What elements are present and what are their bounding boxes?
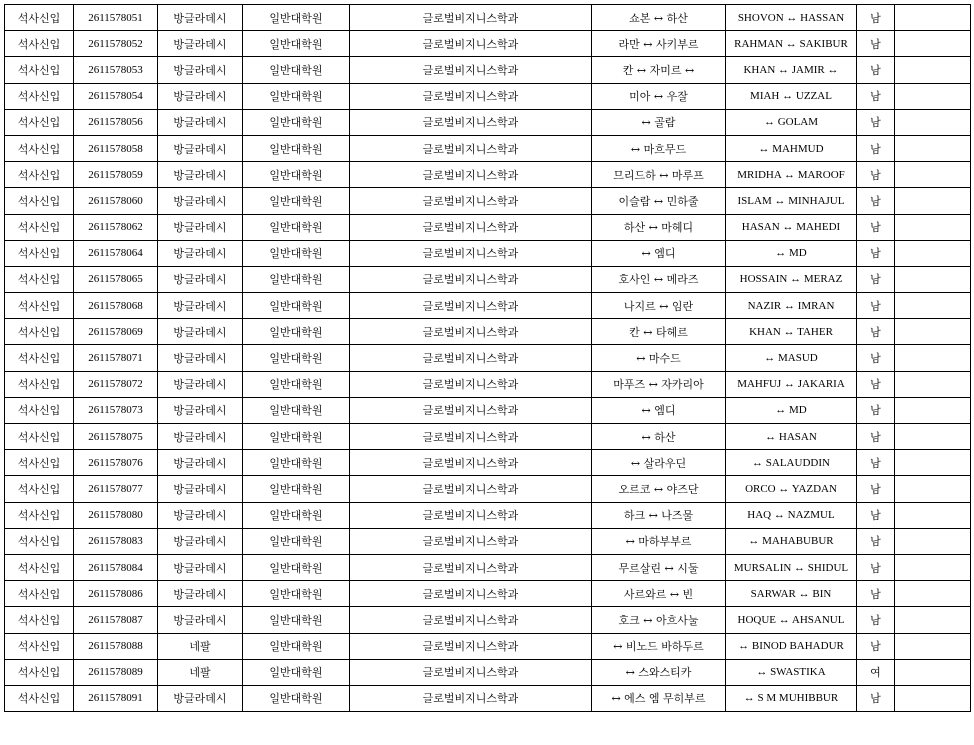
- cell-korean-name: ↔ 마하부부르: [592, 528, 726, 554]
- cell-department: 글로벌비지니스학과: [350, 633, 592, 659]
- cell-department: 글로벌비지니스학과: [350, 685, 592, 711]
- cell-nationality: 방글라데시: [158, 502, 243, 528]
- table-row: [5, 135, 971, 161]
- cell-gender: 남: [857, 214, 895, 240]
- cell-korean-name: 칸 ↔ 타헤르: [592, 319, 726, 345]
- cell-student-id: 2611578059: [74, 162, 158, 188]
- cell-korean-name: 마푸즈 ↔ 자카리아: [592, 371, 726, 397]
- cell-department: 글로벌비지니스학과: [350, 424, 592, 450]
- cell-nationality: 방글라데시: [158, 371, 243, 397]
- cell-blank: [895, 685, 971, 711]
- cell-graduate-school: 일반대학원: [243, 162, 350, 188]
- cell-korean-name: 이슬람 ↔ 민하줄: [592, 188, 726, 214]
- cell-enrollment-type: 석사신입: [5, 83, 74, 109]
- cell-nationality: 방글라데시: [158, 397, 243, 423]
- cell-gender: 남: [857, 293, 895, 319]
- cell-korean-name: 호사인 ↔ 메라즈: [592, 266, 726, 292]
- cell-blank: [895, 659, 971, 685]
- cell-graduate-school: 일반대학원: [243, 135, 350, 161]
- cell-student-id: 2611578080: [74, 502, 158, 528]
- cell-nationality: 방글라데시: [158, 266, 243, 292]
- cell-nationality: 방글라데시: [158, 424, 243, 450]
- table-row: [5, 581, 971, 607]
- cell-english-name: ISLAM ↔ MINHAJUL: [726, 188, 857, 214]
- cell-graduate-school: 일반대학원: [243, 83, 350, 109]
- cell-department: 글로벌비지니스학과: [350, 476, 592, 502]
- cell-department: 글로벌비지니스학과: [350, 5, 592, 31]
- cell-korean-name: ↔ 비노드 바하두르: [592, 633, 726, 659]
- cell-korean-name: 미아 ↔ 우잘: [592, 83, 726, 109]
- cell-department: 글로벌비지니스학과: [350, 57, 592, 83]
- cell-gender: 남: [857, 109, 895, 135]
- cell-blank: [895, 476, 971, 502]
- table-row: [5, 83, 971, 109]
- cell-enrollment-type: 석사신입: [5, 424, 74, 450]
- cell-department: 글로벌비지니스학과: [350, 319, 592, 345]
- cell-blank: [895, 424, 971, 450]
- cell-gender: 남: [857, 554, 895, 580]
- cell-nationality: 방글라데시: [158, 607, 243, 633]
- cell-blank: [895, 397, 971, 423]
- cell-nationality: 방글라데시: [158, 345, 243, 371]
- cell-enrollment-type: 석사신입: [5, 345, 74, 371]
- cell-student-id: 2611578072: [74, 371, 158, 397]
- cell-english-name: ↔ BINOD BAHADUR: [726, 633, 857, 659]
- cell-english-name: RAHMAN ↔ SAKIBUR: [726, 31, 857, 57]
- cell-nationality: 방글라데시: [158, 240, 243, 266]
- cell-department: 글로벌비지니스학과: [350, 397, 592, 423]
- cell-english-name: SHOVON ↔ HASSAN: [726, 5, 857, 31]
- cell-english-name: HOSSAIN ↔ MERAZ: [726, 266, 857, 292]
- table-row: [5, 240, 971, 266]
- cell-korean-name: 무르살린 ↔ 시둘: [592, 554, 726, 580]
- cell-student-id: 2611578076: [74, 450, 158, 476]
- cell-enrollment-type: 석사신입: [5, 502, 74, 528]
- cell-enrollment-type: 석사신입: [5, 476, 74, 502]
- cell-korean-name: 칸 ↔ 자미르 ↔: [592, 57, 726, 83]
- cell-nationality: 방글라데시: [158, 293, 243, 319]
- cell-department: 글로벌비지니스학과: [350, 659, 592, 685]
- cell-student-id: 2611578071: [74, 345, 158, 371]
- cell-enrollment-type: 석사신입: [5, 371, 74, 397]
- table-row: [5, 424, 971, 450]
- cell-enrollment-type: 석사신입: [5, 266, 74, 292]
- cell-korean-name: ↔ 엠디: [592, 397, 726, 423]
- cell-blank: [895, 240, 971, 266]
- cell-english-name: ↔ MAHABUBUR: [726, 528, 857, 554]
- table-row: [5, 188, 971, 214]
- cell-student-id: 2611578051: [74, 5, 158, 31]
- table-row: [5, 31, 971, 57]
- cell-blank: [895, 266, 971, 292]
- table-row: [5, 371, 971, 397]
- cell-korean-name: 하산 ↔ 마헤디: [592, 214, 726, 240]
- cell-student-id: 2611578053: [74, 57, 158, 83]
- cell-blank: [895, 5, 971, 31]
- table-row: [5, 554, 971, 580]
- cell-gender: 남: [857, 57, 895, 83]
- cell-gender: 남: [857, 162, 895, 188]
- table-row: [5, 450, 971, 476]
- cell-department: 글로벌비지니스학과: [350, 188, 592, 214]
- table-row: [5, 397, 971, 423]
- cell-department: 글로벌비지니스학과: [350, 109, 592, 135]
- cell-gender: 남: [857, 31, 895, 57]
- cell-graduate-school: 일반대학원: [243, 581, 350, 607]
- cell-gender: 남: [857, 266, 895, 292]
- cell-department: 글로벌비지니스학과: [350, 371, 592, 397]
- cell-nationality: 방글라데시: [158, 476, 243, 502]
- cell-enrollment-type: 석사신입: [5, 57, 74, 83]
- cell-nationality: 방글라데시: [158, 319, 243, 345]
- cell-student-id: 2611578062: [74, 214, 158, 240]
- cell-english-name: KHAN ↔ JAMIR ↔: [726, 57, 857, 83]
- cell-blank: [895, 371, 971, 397]
- cell-enrollment-type: 석사신입: [5, 319, 74, 345]
- cell-graduate-school: 일반대학원: [243, 57, 350, 83]
- cell-english-name: ORCO ↔ YAZDAN: [726, 476, 857, 502]
- cell-blank: [895, 162, 971, 188]
- cell-gender: 남: [857, 188, 895, 214]
- cell-blank: [895, 319, 971, 345]
- table-row: [5, 109, 971, 135]
- cell-gender: 남: [857, 607, 895, 633]
- cell-nationality: 방글라데시: [158, 528, 243, 554]
- cell-department: 글로벌비지니스학과: [350, 162, 592, 188]
- cell-department: 글로벌비지니스학과: [350, 31, 592, 57]
- cell-nationality: 방글라데시: [158, 31, 243, 57]
- cell-korean-name: 오르코 ↔ 야즈단: [592, 476, 726, 502]
- cell-graduate-school: 일반대학원: [243, 240, 350, 266]
- cell-english-name: ↔ S M MUHIBBUR: [726, 685, 857, 711]
- cell-english-name: SARWAR ↔ BIN: [726, 581, 857, 607]
- table-row: [5, 57, 971, 83]
- cell-korean-name: ↔ 스와스티카: [592, 659, 726, 685]
- cell-graduate-school: 일반대학원: [243, 31, 350, 57]
- cell-blank: [895, 607, 971, 633]
- cell-blank: [895, 57, 971, 83]
- cell-department: 글로벌비지니스학과: [350, 135, 592, 161]
- cell-gender: 여: [857, 659, 895, 685]
- cell-graduate-school: 일반대학원: [243, 397, 350, 423]
- cell-enrollment-type: 석사신입: [5, 293, 74, 319]
- cell-graduate-school: 일반대학원: [243, 293, 350, 319]
- cell-nationality: 방글라데시: [158, 188, 243, 214]
- cell-enrollment-type: 석사신입: [5, 162, 74, 188]
- cell-english-name: ↔ MAHMUD: [726, 135, 857, 161]
- cell-blank: [895, 633, 971, 659]
- cell-blank: [895, 345, 971, 371]
- cell-english-name: HASAN ↔ MAHEDI: [726, 214, 857, 240]
- cell-department: 글로벌비지니스학과: [350, 345, 592, 371]
- cell-english-name: ↔ HASAN: [726, 424, 857, 450]
- cell-department: 글로벌비지니스학과: [350, 293, 592, 319]
- cell-english-name: ↔ MASUD: [726, 345, 857, 371]
- cell-blank: [895, 502, 971, 528]
- cell-korean-name: 쇼본 ↔ 하산: [592, 5, 726, 31]
- table-row: [5, 633, 971, 659]
- cell-graduate-school: 일반대학원: [243, 188, 350, 214]
- cell-blank: [895, 450, 971, 476]
- cell-korean-name: ↔ 엠디: [592, 240, 726, 266]
- cell-korean-name: ↔ 살라우딘: [592, 450, 726, 476]
- table-row: [5, 502, 971, 528]
- cell-graduate-school: 일반대학원: [243, 659, 350, 685]
- cell-student-id: 2611578087: [74, 607, 158, 633]
- cell-blank: [895, 135, 971, 161]
- cell-korean-name: ↔ 마흐무드: [592, 135, 726, 161]
- cell-department: 글로벌비지니스학과: [350, 240, 592, 266]
- table-row: [5, 214, 971, 240]
- cell-department: 글로벌비지니스학과: [350, 83, 592, 109]
- cell-gender: 남: [857, 633, 895, 659]
- cell-english-name: KHAN ↔ TAHER: [726, 319, 857, 345]
- cell-student-id: 2611578091: [74, 685, 158, 711]
- cell-korean-name: ↔ 골람: [592, 109, 726, 135]
- cell-student-id: 2611578086: [74, 581, 158, 607]
- cell-graduate-school: 일반대학원: [243, 476, 350, 502]
- cell-department: 글로벌비지니스학과: [350, 214, 592, 240]
- cell-blank: [895, 214, 971, 240]
- cell-graduate-school: 일반대학원: [243, 109, 350, 135]
- cell-blank: [895, 554, 971, 580]
- cell-english-name: HOQUE ↔ AHSANUL: [726, 607, 857, 633]
- cell-nationality: 방글라데시: [158, 214, 243, 240]
- table-row: [5, 293, 971, 319]
- cell-gender: 남: [857, 319, 895, 345]
- cell-english-name: MURSALIN ↔ SHIDUL: [726, 554, 857, 580]
- cell-department: 글로벌비지니스학과: [350, 502, 592, 528]
- cell-korean-name: 라만 ↔ 사키부르: [592, 31, 726, 57]
- cell-graduate-school: 일반대학원: [243, 345, 350, 371]
- cell-department: 글로벌비지니스학과: [350, 450, 592, 476]
- cell-enrollment-type: 석사신입: [5, 554, 74, 580]
- cell-english-name: MIAH ↔ UZZAL: [726, 83, 857, 109]
- cell-student-id: 2611578083: [74, 528, 158, 554]
- cell-nationality: 방글라데시: [158, 685, 243, 711]
- cell-english-name: ↔ MD: [726, 240, 857, 266]
- cell-enrollment-type: 석사신입: [5, 5, 74, 31]
- cell-student-id: 2611578089: [74, 659, 158, 685]
- cell-gender: 남: [857, 240, 895, 266]
- cell-nationality: 방글라데시: [158, 554, 243, 580]
- cell-department: 글로벌비지니스학과: [350, 607, 592, 633]
- cell-gender: 남: [857, 528, 895, 554]
- cell-student-id: 2611578075: [74, 424, 158, 450]
- cell-english-name: ↔ GOLAM: [726, 109, 857, 135]
- table-row: [5, 607, 971, 633]
- cell-student-id: 2611578054: [74, 83, 158, 109]
- cell-nationality: 방글라데시: [158, 83, 243, 109]
- cell-english-name: HAQ ↔ NAZMUL: [726, 502, 857, 528]
- cell-student-id: 2611578065: [74, 266, 158, 292]
- cell-nationality: 네팔: [158, 659, 243, 685]
- cell-department: 글로벌비지니스학과: [350, 554, 592, 580]
- cell-nationality: 방글라데시: [158, 162, 243, 188]
- cell-blank: [895, 581, 971, 607]
- cell-nationality: 방글라데시: [158, 109, 243, 135]
- cell-graduate-school: 일반대학원: [243, 607, 350, 633]
- cell-nationality: 네팔: [158, 633, 243, 659]
- cell-nationality: 방글라데시: [158, 57, 243, 83]
- cell-department: 글로벌비지니스학과: [350, 266, 592, 292]
- cell-student-id: 2611578058: [74, 135, 158, 161]
- cell-gender: 남: [857, 397, 895, 423]
- cell-graduate-school: 일반대학원: [243, 528, 350, 554]
- cell-gender: 남: [857, 450, 895, 476]
- cell-english-name: MRIDHA ↔ MAROOF: [726, 162, 857, 188]
- cell-student-id: 2611578056: [74, 109, 158, 135]
- cell-gender: 남: [857, 5, 895, 31]
- student-roster-table: [4, 4, 971, 712]
- cell-student-id: 2611578060: [74, 188, 158, 214]
- cell-gender: 남: [857, 502, 895, 528]
- cell-graduate-school: 일반대학원: [243, 424, 350, 450]
- cell-gender: 남: [857, 371, 895, 397]
- cell-enrollment-type: 석사신입: [5, 450, 74, 476]
- cell-nationality: 방글라데시: [158, 5, 243, 31]
- table-row: [5, 476, 971, 502]
- cell-korean-name: 므리드하 ↔ 마루프: [592, 162, 726, 188]
- table-row: [5, 659, 971, 685]
- cell-enrollment-type: 석사신입: [5, 188, 74, 214]
- cell-enrollment-type: 석사신입: [5, 528, 74, 554]
- table-row: [5, 162, 971, 188]
- cell-korean-name: 하크 ↔ 나즈물: [592, 502, 726, 528]
- cell-graduate-school: 일반대학원: [243, 450, 350, 476]
- cell-student-id: 2611578077: [74, 476, 158, 502]
- roster-body: [5, 5, 971, 712]
- cell-gender: 남: [857, 685, 895, 711]
- cell-enrollment-type: 석사신입: [5, 659, 74, 685]
- cell-graduate-school: 일반대학원: [243, 685, 350, 711]
- cell-english-name: ↔ SWASTIKA: [726, 659, 857, 685]
- cell-enrollment-type: 석사신입: [5, 633, 74, 659]
- cell-student-id: 2611578068: [74, 293, 158, 319]
- cell-korean-name: ↔ 에스 엠 무히부르: [592, 685, 726, 711]
- cell-gender: 남: [857, 135, 895, 161]
- cell-korean-name: 호크 ↔ 아흐사눌: [592, 607, 726, 633]
- cell-student-id: 2611578064: [74, 240, 158, 266]
- cell-blank: [895, 109, 971, 135]
- cell-gender: 남: [857, 83, 895, 109]
- cell-enrollment-type: 석사신입: [5, 685, 74, 711]
- table-row: [5, 528, 971, 554]
- cell-enrollment-type: 석사신입: [5, 397, 74, 423]
- cell-enrollment-type: 석사신입: [5, 214, 74, 240]
- cell-graduate-school: 일반대학원: [243, 319, 350, 345]
- cell-korean-name: ↔ 하산: [592, 424, 726, 450]
- cell-gender: 남: [857, 424, 895, 450]
- table-row: [5, 345, 971, 371]
- cell-graduate-school: 일반대학원: [243, 371, 350, 397]
- cell-enrollment-type: 석사신입: [5, 607, 74, 633]
- cell-korean-name: ↔ 마수드: [592, 345, 726, 371]
- cell-student-id: 2611578073: [74, 397, 158, 423]
- cell-student-id: 2611578069: [74, 319, 158, 345]
- cell-department: 글로벌비지니스학과: [350, 528, 592, 554]
- cell-graduate-school: 일반대학원: [243, 214, 350, 240]
- cell-blank: [895, 188, 971, 214]
- cell-graduate-school: 일반대학원: [243, 5, 350, 31]
- cell-english-name: MAHFUJ ↔ JAKARIA: [726, 371, 857, 397]
- cell-enrollment-type: 석사신입: [5, 135, 74, 161]
- cell-korean-name: 나지르 ↔ 임란: [592, 293, 726, 319]
- cell-blank: [895, 31, 971, 57]
- cell-enrollment-type: 석사신입: [5, 31, 74, 57]
- cell-nationality: 방글라데시: [158, 450, 243, 476]
- cell-enrollment-type: 석사신입: [5, 240, 74, 266]
- cell-english-name: ↔ MD: [726, 397, 857, 423]
- table-row: [5, 319, 971, 345]
- cell-graduate-school: 일반대학원: [243, 554, 350, 580]
- cell-nationality: 방글라데시: [158, 135, 243, 161]
- cell-english-name: NAZIR ↔ IMRAN: [726, 293, 857, 319]
- cell-english-name: ↔ SALAUDDIN: [726, 450, 857, 476]
- cell-student-id: 2611578084: [74, 554, 158, 580]
- cell-blank: [895, 83, 971, 109]
- table-row: [5, 266, 971, 292]
- cell-student-id: 2611578052: [74, 31, 158, 57]
- cell-graduate-school: 일반대학원: [243, 266, 350, 292]
- cell-gender: 남: [857, 581, 895, 607]
- cell-enrollment-type: 석사신입: [5, 581, 74, 607]
- cell-nationality: 방글라데시: [158, 581, 243, 607]
- cell-blank: [895, 293, 971, 319]
- cell-korean-name: 사르와르 ↔ 빈: [592, 581, 726, 607]
- cell-graduate-school: 일반대학원: [243, 502, 350, 528]
- cell-blank: [895, 528, 971, 554]
- cell-gender: 남: [857, 345, 895, 371]
- cell-department: 글로벌비지니스학과: [350, 581, 592, 607]
- table-row: [5, 685, 971, 711]
- cell-student-id: 2611578088: [74, 633, 158, 659]
- cell-gender: 남: [857, 476, 895, 502]
- table-row: [5, 5, 971, 31]
- cell-graduate-school: 일반대학원: [243, 633, 350, 659]
- cell-enrollment-type: 석사신입: [5, 109, 74, 135]
